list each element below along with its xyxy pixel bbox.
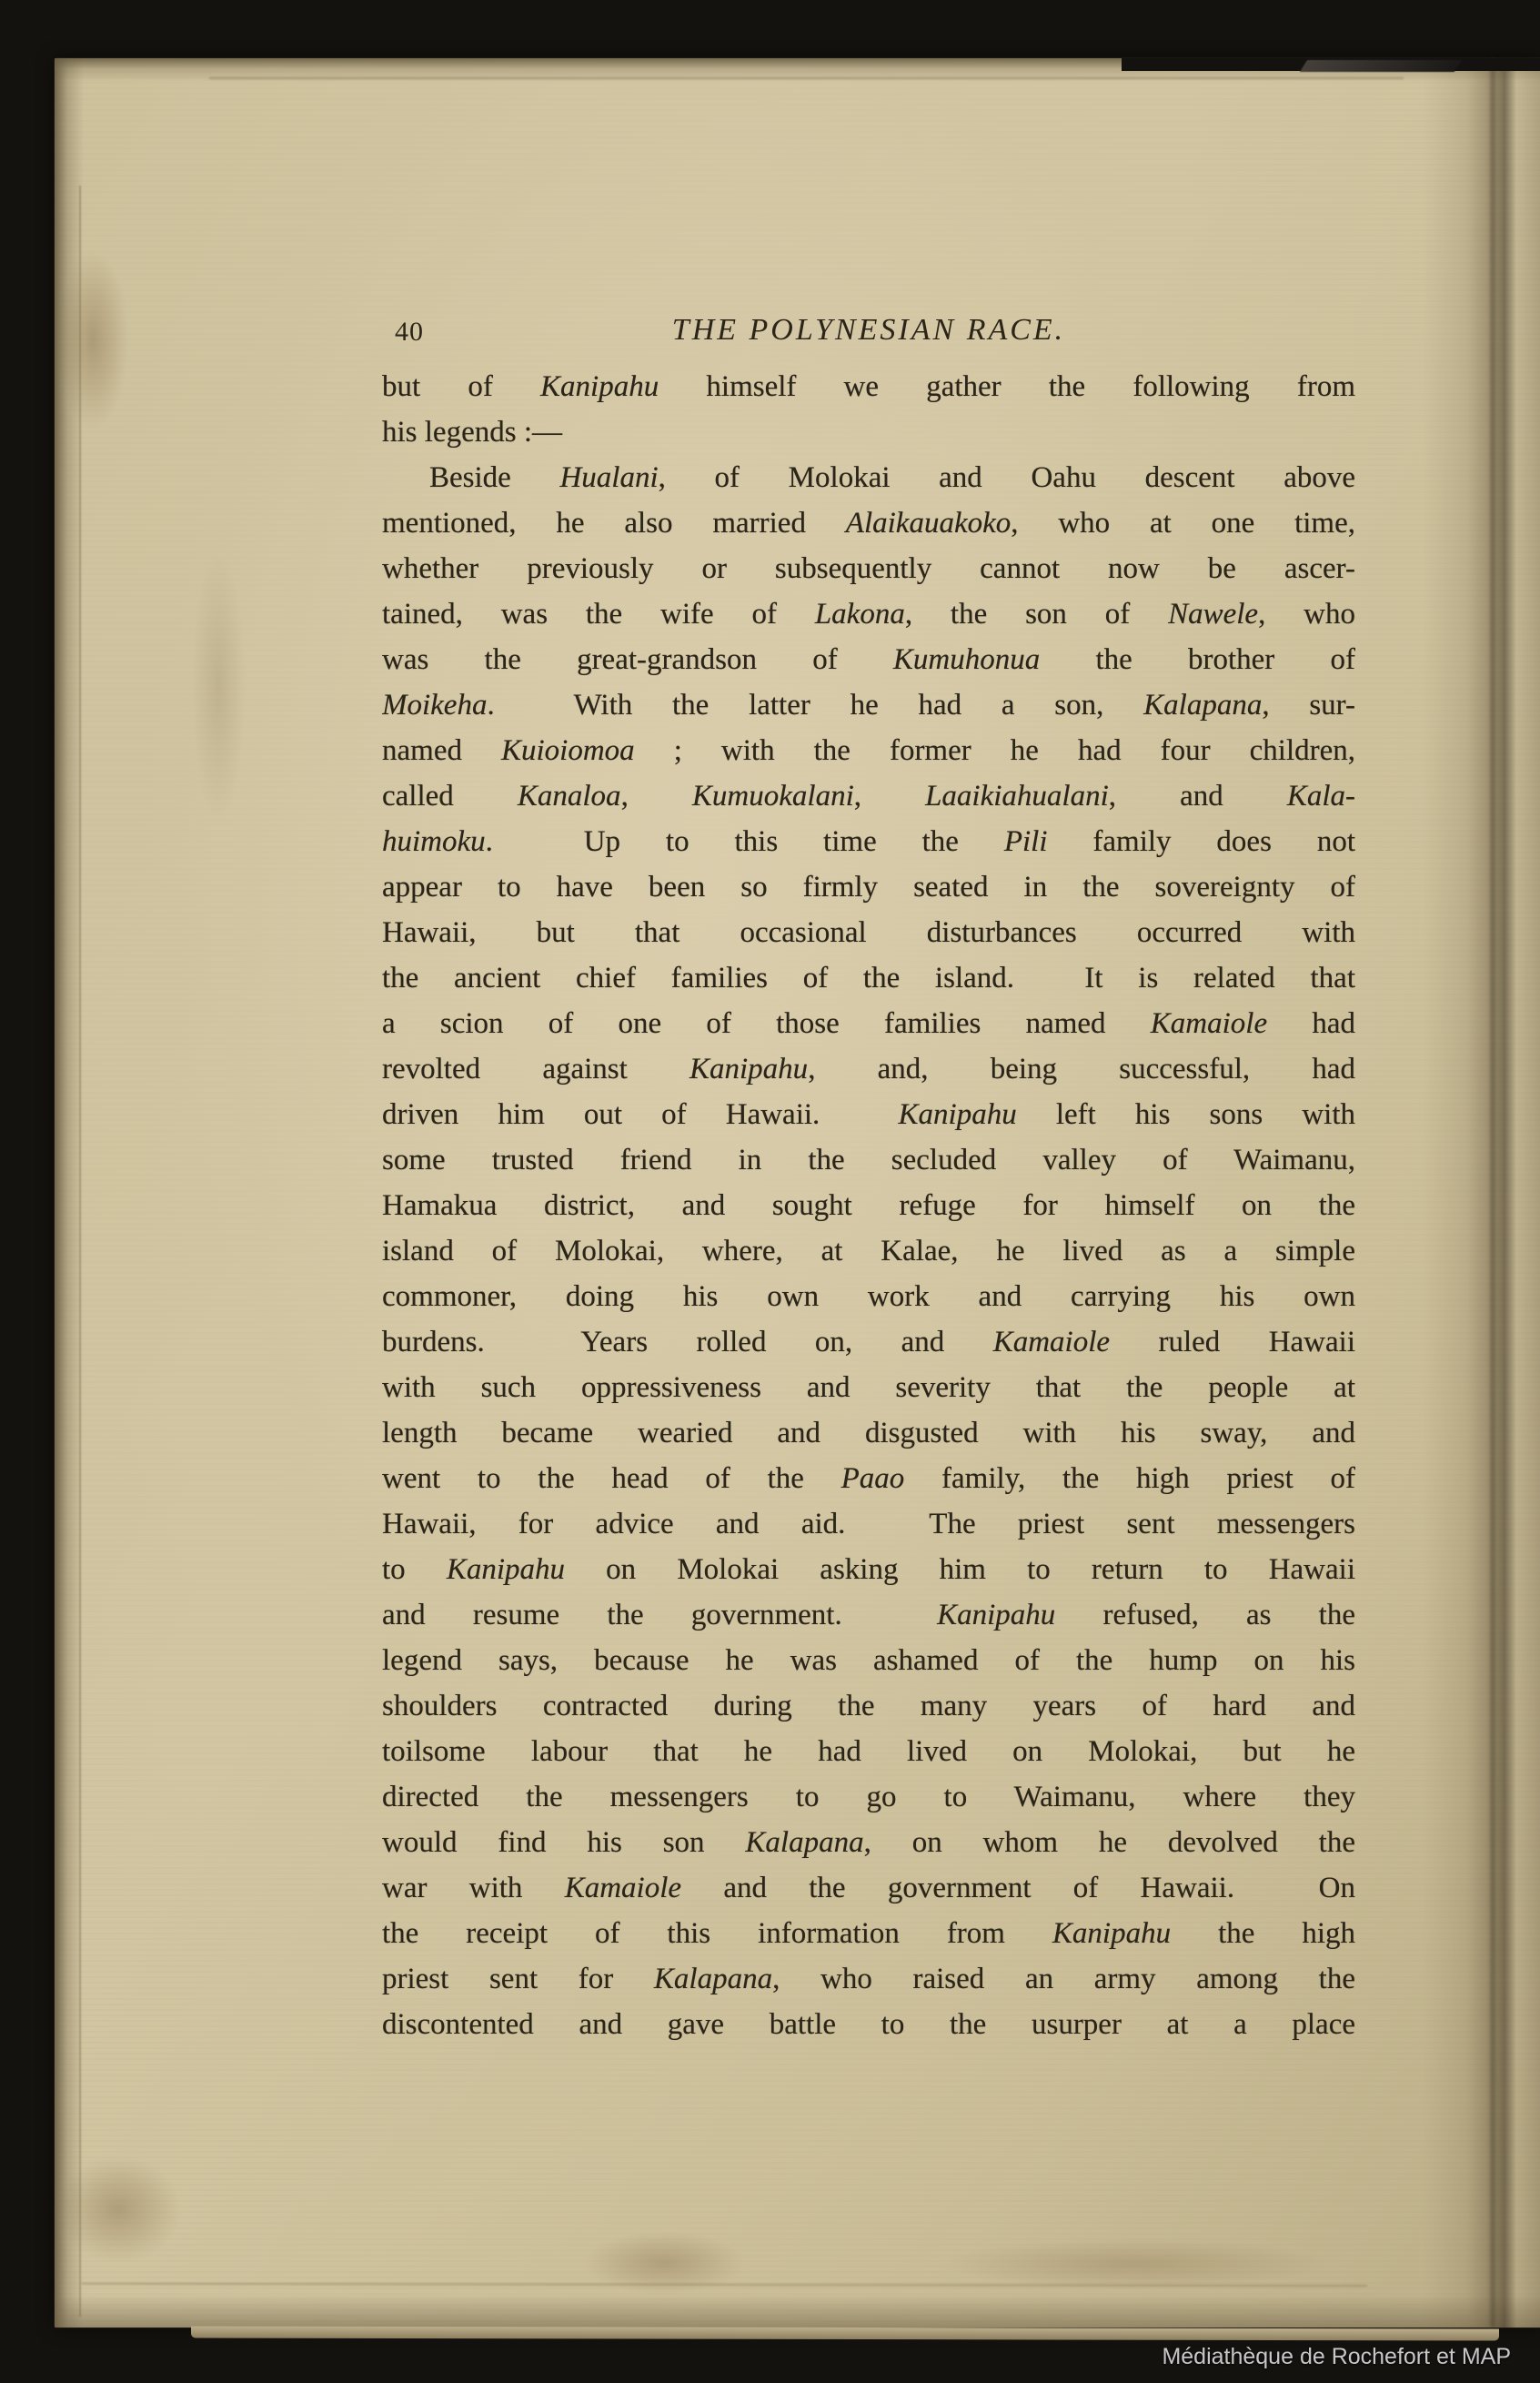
- text-line: burdens. Years rolled on, and Kamaiole ruled Hawaii: [382, 1326, 1355, 1358]
- page-edge-bottom: [55, 2295, 1540, 2327]
- underpage-edge-bottom: [82, 2283, 1367, 2287]
- text-line: and resume the government. Kanipahu refused, as the: [382, 1599, 1355, 1631]
- book-page: [55, 58, 1540, 2327]
- page-fore-edge: [1422, 58, 1540, 2327]
- text-line: some trusted friend in the secluded valley of Waimanu,: [382, 1144, 1355, 1176]
- text-line: went to the head of the Paao family, the high priest of: [382, 1462, 1355, 1495]
- text-line: Hawaii, but that occasional disturbances occurred with: [382, 916, 1355, 949]
- paper-stain: [56, 249, 129, 431]
- page-stack-line: [79, 186, 81, 2317]
- text-line: huimoku. Up to this time the Pili family does not: [382, 825, 1355, 858]
- page-header: [382, 313, 1355, 355]
- text-line: Beside Hualani, of Molokai and Oahu descent above: [429, 461, 1355, 494]
- watermark-text: Médiathèque de Rochefort et MAP: [1162, 2344, 1511, 2369]
- text-line: was the great-grandson of Kumuhonua the brother of: [382, 643, 1355, 676]
- underpage-edge-top: [209, 77, 1404, 79]
- text-line: the receipt of this information from Kanipahu the high: [382, 1917, 1355, 1950]
- text-line: to Kanipahu on Molokai asking him to return to Hawaii: [382, 1553, 1355, 1586]
- text-line: driven him out of Hawaii. Kanipahu left his sons with: [382, 1098, 1355, 1131]
- paper-stain: [55, 2155, 182, 2264]
- paper-stain: [191, 550, 246, 823]
- text-line: island of Molokai, where, at Kalae, he lived as a simple: [382, 1235, 1355, 1267]
- binding-wedge: [1300, 60, 1462, 72]
- text-line: length became wearied and disgusted with his sway, and: [382, 1417, 1355, 1449]
- text-line: discontented and gave battle to the usurper at a place: [382, 2008, 1355, 2041]
- text-line: directed the messengers to go to Waimanu, where they: [382, 1781, 1355, 1813]
- text-line: legend says, because he was ashamed of the hump on his: [382, 1644, 1355, 1677]
- text-line: the ancient chief families of the island. It is related that: [382, 962, 1355, 995]
- text-line: revolted against Kanipahu, and, being successful, had: [382, 1053, 1355, 1085]
- text-line: Hamakua district, and sought refuge for himself on the: [382, 1189, 1355, 1222]
- page-number: 40: [395, 317, 424, 347]
- text-line: war with Kamaiole and the government of Hawaii. On: [382, 1872, 1355, 1904]
- text-line: would find his son Kalapana, on whom he devolved the: [382, 1826, 1355, 1859]
- text-line: priest sent for Kalapana, who raised an army among the: [382, 1963, 1355, 1995]
- text-line: commoner, doing his own work and carrying his own: [382, 1280, 1355, 1313]
- text-line: called Kanaloa, Kumuokalani, Laaikiahualani, and Kala-: [382, 780, 1355, 813]
- text-line: Hawaii, for advice and aid. The priest sent messengers: [382, 1508, 1355, 1540]
- body-lines: [382, 364, 1355, 2047]
- text-line: a scion of one of those families named Kamaiole had: [382, 1007, 1355, 1040]
- text-line: whether previously or subsequently cannot now be ascer-: [382, 552, 1355, 585]
- text-line: toilsome labour that he had lived on Molokai, but he: [382, 1735, 1355, 1768]
- text-line: his legends :—: [382, 416, 562, 449]
- underpages-strip: [191, 2326, 1499, 2340]
- text-line: but of Kanipahu himself we gather the following from: [382, 370, 1355, 403]
- text-line: shoulders contracted during the many years of hard and: [382, 1690, 1355, 1722]
- text-line: appear to have been so firmly seated in the sovereignty of: [382, 871, 1355, 904]
- paper-stain: [940, 2238, 1331, 2289]
- text-line: named Kuioiomoa ; with the former he had four children,: [382, 734, 1355, 767]
- text-line: Moikeha. With the latter he had a son, Kalapana, sur-: [382, 689, 1355, 722]
- text-line: with such oppressiveness and severity that the people at: [382, 1371, 1355, 1404]
- running-title: THE POLYNESIAN RACE.: [671, 313, 1066, 347]
- page-crease: [1491, 58, 1495, 2327]
- text-line: mentioned, he also married Alaikauakoko, who at one time,: [382, 507, 1355, 540]
- text-line: tained, was the wife of Lakona, the son of Nawele, who: [382, 598, 1355, 631]
